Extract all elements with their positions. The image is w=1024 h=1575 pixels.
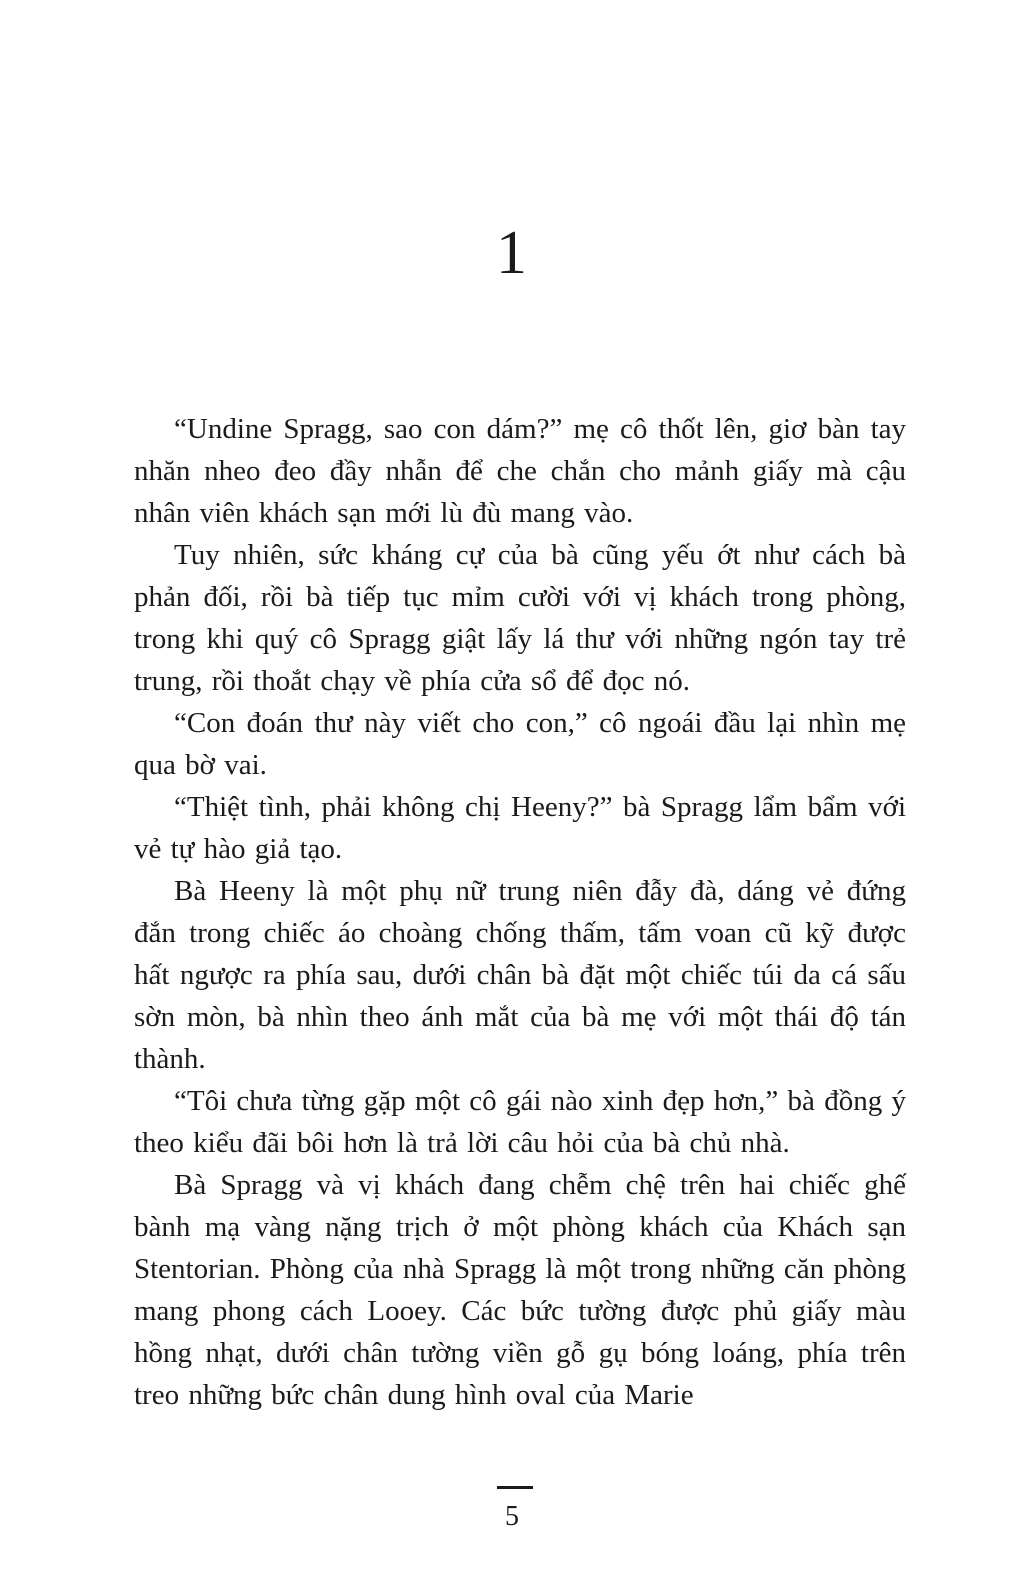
chapter-number: 1 <box>496 219 528 287</box>
paragraph: “Undine Spragg, sao con dám?” mẹ cô thốt lên, giơ bàn tay nhăn nheo đeo đầy nhẫn để che chắn cho mảnh giấy mà cậu nhân viên khách sạn mới lù đù mang vào. <box>134 413 906 529</box>
paragraph: Tuy nhiên, sức kháng cự của bà cũng yếu ớt như cách bà phản đối, rồi bà tiếp tục mỉm cười với vị khách trong phòng, trong khi quý cô Spragg giật lấy lá thư với những ngón tay trẻ trung, rồi thoắt chạy về phía cửa sổ để đọc nó. <box>134 539 906 697</box>
paragraph: “Thiệt tình, phải không chị Heeny?” bà Spragg lẩm bẩm với vẻ tự hào giả tạo. <box>134 791 906 865</box>
page-footer <box>0 1486 1024 1531</box>
paragraph: Bà Spragg và vị khách đang chễm chệ trên hai chiếc ghế bành mạ vàng nặng trịch ở một phòng khách của Khách sạn Stentorian. Phòng của nhà Spragg là một trong những căn phòng mang phong cách Looey. Các bức tường được phủ giấy màu hồng nhạt, dưới chân tường viền gỗ gụ bóng loáng, phía trên treo những bức chân dung hình oval của Marie <box>134 1169 906 1411</box>
paragraph: “Tôi chưa từng gặp một cô gái nào xinh đẹp hơn,” bà đồng ý theo kiểu đãi bôi hơn là trả lời câu hỏi của bà chủ nhà. <box>134 1085 906 1159</box>
page-number: 5 <box>505 1501 519 1532</box>
paragraph: Bà Heeny là một phụ nữ trung niên đẫy đà, dáng vẻ đứng đắn trong chiếc áo choàng chống thấm, tấm voan cũ kỹ được hất ngược ra phía sau, dưới chân bà đặt một chiếc túi da cá sấu sờn mòn, bà nhìn theo ánh mắt của bà mẹ với một thái độ tán thành. <box>134 875 906 1075</box>
body-text <box>134 408 906 1416</box>
paragraph: “Con đoán thư này viết cho con,” cô ngoái đầu lại nhìn mẹ qua bờ vai. <box>134 707 906 781</box>
footer-divider <box>497 1486 533 1489</box>
